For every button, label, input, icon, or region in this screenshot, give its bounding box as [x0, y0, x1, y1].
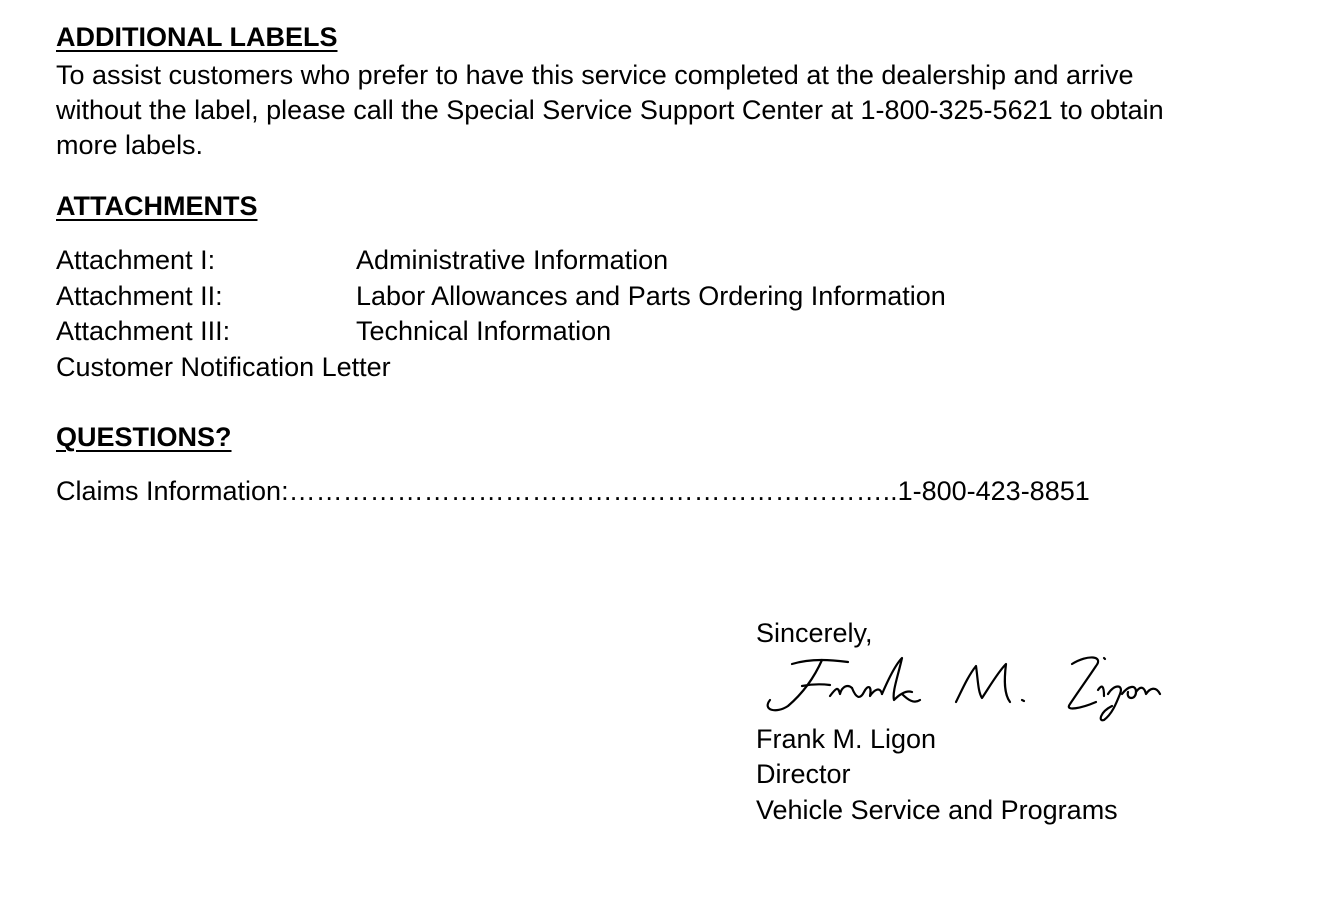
attachments-heading: ATTACHMENTS — [56, 191, 258, 221]
claims-info-row — [56, 474, 1090, 509]
questions-heading: QUESTIONS? — [56, 422, 232, 452]
attachment-label: Attachment II: — [56, 280, 223, 311]
signer-title: Director — [756, 759, 851, 789]
attachment-title: Labor Allowances and Parts Ordering Information — [356, 280, 946, 311]
dot-leader: ………………………………………………………….. — [288, 476, 898, 506]
paragraph-line: without the label, please call the Special Service Support Center at 1-800-325-5621 to obtain — [56, 95, 1164, 125]
paragraph-line: more labels. — [56, 130, 204, 160]
attachment-label: Attachment I: — [56, 245, 216, 275]
attachment-label: Attachment III: — [56, 316, 231, 346]
salutation: Sincerely, — [756, 618, 873, 648]
attachment-title: Administrative Information — [356, 245, 669, 275]
additional-labels-heading: ADDITIONAL LABELS — [56, 22, 338, 52]
signer-name: Frank M. Ligon — [756, 724, 937, 754]
handwritten-signature — [752, 650, 1162, 722]
attachment-label: Customer Notification Letter — [56, 351, 391, 382]
additional-labels-paragraph — [56, 58, 1316, 163]
signer-department: Vehicle Service and Programs — [756, 795, 1118, 825]
claims-label: Claims Information: — [56, 476, 289, 506]
paragraph-line: To assist customers who prefer to have this service completed at the dealership and arrive — [56, 60, 1134, 90]
claims-phone: 1-800-423-8851 — [897, 476, 1090, 506]
attachment-title: Technical Information — [356, 316, 612, 346]
